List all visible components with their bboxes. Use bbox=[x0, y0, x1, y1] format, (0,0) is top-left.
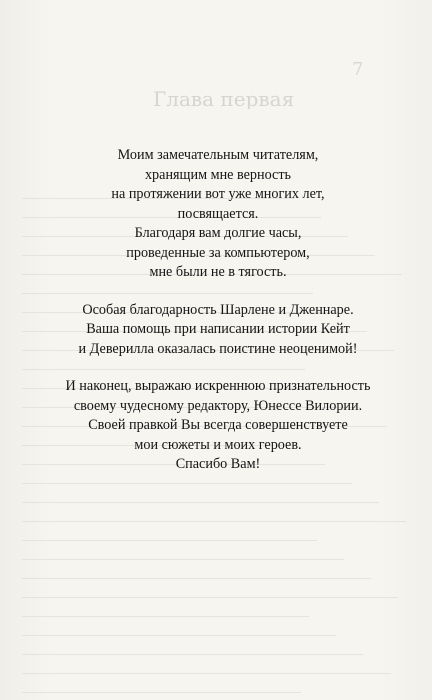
dedication-line: И наконец, выражаю искреннюю признательность bbox=[65, 378, 371, 394]
bleed-through-heading: Глава первая bbox=[153, 90, 295, 109]
bleed-through-line bbox=[22, 522, 317, 541]
bleed-through-line bbox=[22, 617, 336, 636]
dedication-paragraph-3 bbox=[22, 377, 414, 475]
bleed-through-line bbox=[22, 579, 398, 598]
dedication-paragraph-2 bbox=[22, 301, 414, 360]
dedication-line: Благодаря вам долгие часы, bbox=[134, 225, 302, 241]
dedication-line: Ваша помощь при написании истории Кейт bbox=[86, 321, 350, 337]
bleed-through-line bbox=[22, 655, 391, 674]
bleed-through-line bbox=[22, 636, 363, 655]
dedication-line: Моим замечательным читателям, bbox=[117, 147, 319, 163]
dedication-line: своему чудесному редактору, Юнессе Вилории. bbox=[73, 397, 363, 414]
dedication-line: Особая благодарность Шарлене и Дженнаре. bbox=[82, 301, 354, 318]
dedication-line: мне были не в тягость. bbox=[149, 264, 287, 280]
bleed-through-page-number: 7 bbox=[352, 60, 364, 79]
dedication-line: хранящим мне верность bbox=[144, 166, 292, 183]
dedication-line: посвящается. bbox=[177, 205, 259, 222]
dedication-line: на протяжении вот уже многих лет, bbox=[111, 186, 325, 202]
dedication-line: Своей правкой Вы всегда совершенствуете bbox=[88, 417, 348, 433]
bleed-through-line bbox=[22, 674, 301, 693]
dedication-line: мои сюжеты и моих героев. bbox=[134, 436, 302, 453]
bleed-through-line bbox=[22, 541, 344, 560]
dedication-line: и Деверилла оказалась поистине неоценимой! bbox=[78, 340, 358, 357]
bleed-through-line bbox=[22, 598, 309, 617]
dedication-line: Спасибо Вам! bbox=[175, 456, 261, 472]
dedication-line: проведенные за компьютером, bbox=[126, 244, 310, 261]
bleed-through-line bbox=[22, 503, 406, 522]
dedication-text bbox=[22, 146, 414, 493]
dedication-paragraph-1 bbox=[22, 146, 414, 283]
bleed-through-line bbox=[22, 560, 371, 579]
